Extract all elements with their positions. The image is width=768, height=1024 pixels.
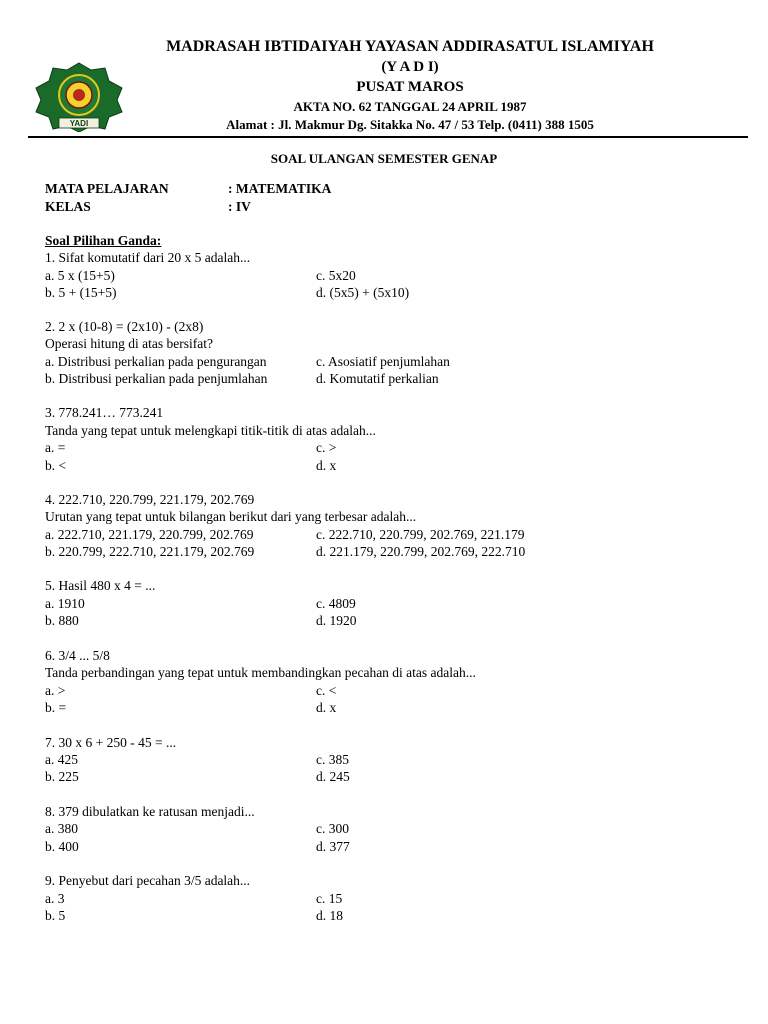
q8-option-d: d. 377 (316, 839, 350, 854)
q8-option-c: c. 300 (316, 821, 349, 836)
question-3: 3. 778.241… 773.241 (45, 405, 164, 420)
school-location: PUSAT MAROS (356, 79, 464, 95)
q6-option-c: c. < (316, 683, 337, 698)
question-6: 6. 3/4 ... 5/8 (45, 648, 110, 663)
question-5: 5. Hasil 480 x 4 = ... (45, 578, 156, 593)
question-9: 9. Penyebut dari pecahan 3/5 adalah... (45, 873, 251, 888)
q4-option-a: a. 222.710, 221.179, 220.799, 202.769 (45, 527, 254, 542)
address-line: Alamat : Jl. Makmur Dg. Sitakka No. 47 / 53 Telp. (0411) 388 1505 (226, 117, 594, 132)
q9-option-c: c. 15 (316, 891, 343, 906)
question-2-prompt: Operasi hitung di atas bersifat? (45, 336, 213, 351)
question-2: 2. 2 x (10-8) = (2x10) - (2x8) (45, 319, 204, 334)
q9-option-b: b. 5 (45, 908, 66, 923)
subject-label: MATA PELAJARAN (45, 181, 169, 196)
header-divider (28, 136, 748, 138)
q8-option-a: a. 380 (45, 821, 78, 836)
q5-option-a: a. 1910 (45, 596, 85, 611)
question-8: 8. 379 dibulatkan ke ratusan menjadi... (45, 804, 255, 819)
q4-option-d: d. 221.179, 220.799, 202.769, 222.710 (316, 544, 526, 559)
q1-option-c: c. 5x20 (316, 268, 356, 283)
q5-option-c: c. 4809 (316, 596, 356, 611)
q2-option-b: b. Distribusi perkalian pada penjumlahan (45, 371, 268, 386)
q3-option-a: a. = (45, 440, 66, 455)
subject-value: : MATEMATIKA (228, 181, 332, 196)
q5-option-b: b. 880 (45, 613, 79, 628)
school-abbr: (Y A D I) (381, 59, 439, 75)
q6-option-a: a. > (45, 683, 66, 698)
q2-option-a: a. Distribusi perkalian pada pengurangan (45, 354, 267, 369)
akta-line: AKTA NO. 62 TANGGAL 24 APRIL 1987 (293, 99, 527, 114)
question-6-prompt: Tanda perbandingan yang tepat untuk membandingkan pecahan di atas adalah... (45, 665, 476, 680)
exam-title: SOAL ULANGAN SEMESTER GENAP (270, 151, 498, 166)
q7-option-d: d. 245 (316, 769, 350, 784)
question-1: 1. Sifat komutatif dari 20 x 5 adalah... (45, 250, 251, 265)
q7-option-b: b. 225 (45, 769, 79, 784)
q3-option-b: b. < (45, 458, 67, 473)
question-4-prompt: Urutan yang tepat untuk bilangan berikut dari yang terbesar adalah... (45, 509, 417, 524)
q4-option-c: c. 222.710, 220.799, 202.769, 221.179 (316, 527, 525, 542)
q8-option-b: b. 400 (45, 839, 79, 854)
q9-option-d: d. 18 (316, 908, 343, 923)
q2-option-c: c. Asosiatif penjumlahan (316, 354, 450, 369)
q2-option-d: d. Komutatif perkalian (316, 371, 439, 386)
q3-option-d: d. x (316, 458, 337, 473)
q5-option-d: d. 1920 (316, 613, 357, 628)
class-value: : IV (228, 199, 251, 214)
q6-option-b: b. = (45, 700, 67, 715)
q4-option-b: b. 220.799, 222.710, 221.179, 202.769 (45, 544, 255, 559)
q7-option-a: a. 425 (45, 752, 78, 767)
section-title: Soal Pilihan Ganda: (45, 233, 162, 248)
question-3-prompt: Tanda yang tepat untuk melengkapi titik-titik di atas adalah... (45, 423, 376, 438)
class-label: KELAS (45, 199, 91, 214)
question-4: 4. 222.710, 220.799, 221.179, 202.769 (45, 492, 255, 507)
logo-text: YADI (69, 119, 89, 128)
school-name: MADRASAH IBTIDAIYAH YAYASAN ADDIRASATUL ISLAMIYAH (166, 38, 654, 55)
question-7: 7. 30 x 6 + 250 - 45 = ... (45, 735, 177, 750)
q6-option-d: d. x (316, 700, 337, 715)
q1-option-d: d. (5x5) + (5x10) (316, 285, 410, 300)
q9-option-a: a. 3 (45, 891, 65, 906)
q3-option-c: c. > (316, 440, 337, 455)
q1-option-b: b. 5 + (15+5) (45, 285, 117, 300)
q7-option-c: c. 385 (316, 752, 349, 767)
subject-row (45, 181, 332, 197)
class-row (45, 199, 251, 215)
q1-option-a: a. 5 x (15+5) (45, 268, 115, 283)
